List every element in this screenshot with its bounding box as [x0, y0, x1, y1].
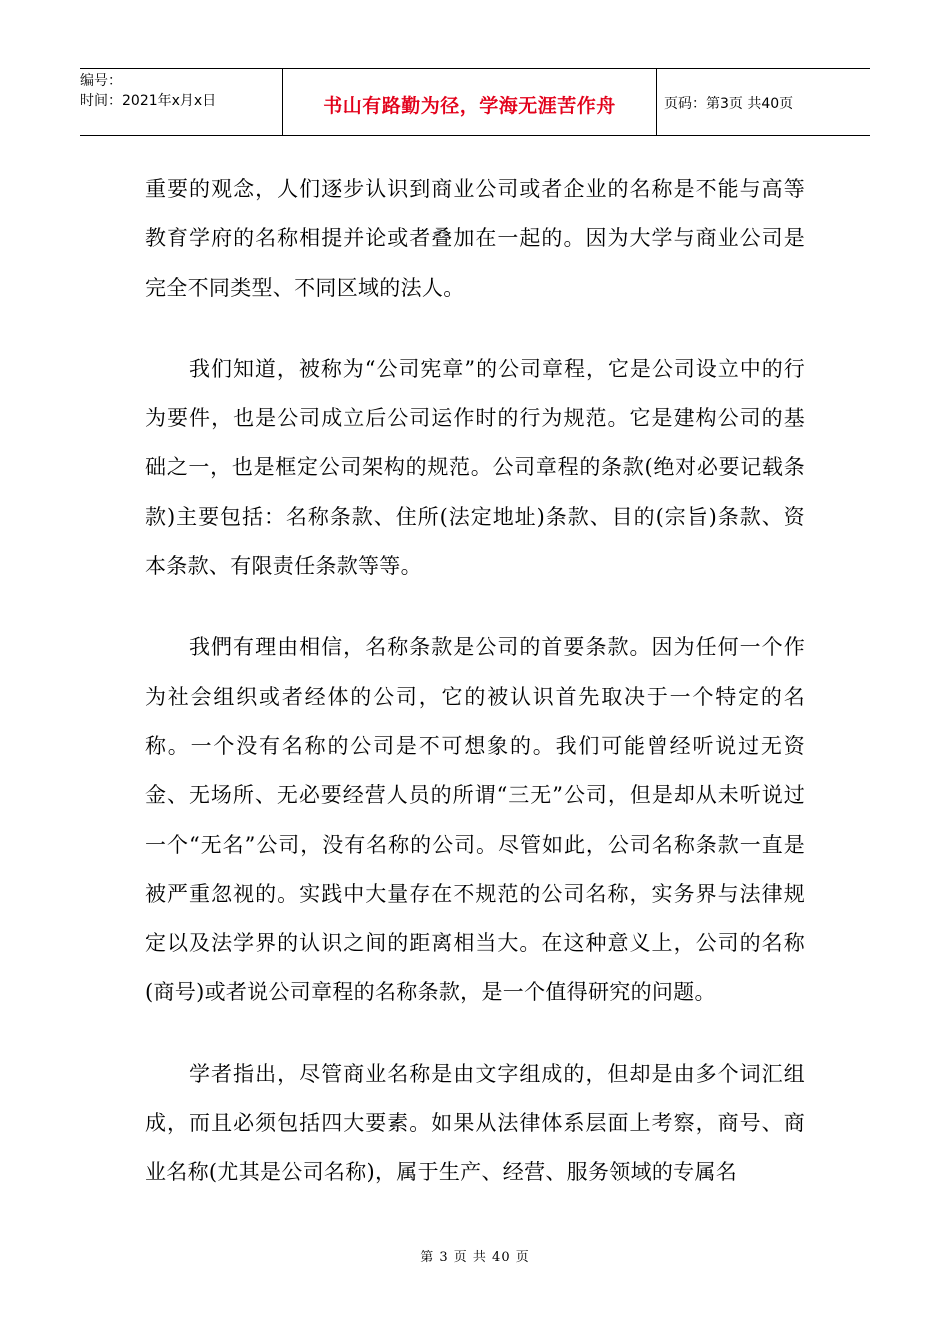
- page-footer: 第 3 页 共 40 页: [420, 1250, 530, 1265]
- body-paragraph-2: 我们知道，被称为“公司宪章”的公司章程，它是公司设立中的行为要件，也是公司成立后公司运作时的行为规范。它是建构公司的基础之一，也是框定公司架构的规范。公司章程的条款(绝对必要记载条款)主要包括：名称条款、住所(法定地址)条款、目的(宗旨)条款、资本条款、有限责任条款等等。: [145, 356, 805, 579]
- document-time-label: 时间：2021年x月x日: [80, 93, 217, 109]
- header-page-cell: [657, 69, 870, 135]
- header-motto: 书山有路勤为径，学海无涯苦作舟: [323, 95, 616, 117]
- header-page-number: 页码：第3页 共40页: [664, 96, 794, 112]
- header-motto-cell: [283, 69, 657, 135]
- body-paragraph-4: 学者指出，尽管商业名称是由文字组成的，但却是由多个词汇组成，而且必须包括四大要素。如果从法律体系层面上考察，商号、商业名称(尤其是公司名称)，属于生产、经营、服务领域的专属名: [145, 1061, 805, 1185]
- document-number-label: 编号：: [80, 73, 122, 89]
- header-meta-cell: [80, 69, 283, 135]
- document-body: [145, 165, 805, 1230]
- document-header: [80, 68, 870, 136]
- body-paragraph-1: 重要的观念，人们逐步认识到商业公司或者企业的名称是不能与高等教育学府的名称相提并论或者叠加在一起的。因为大学与商业公司是完全不同类型、不同区域的法人。: [145, 177, 805, 300]
- body-paragraph-3: 我們有理由相信，名称条款是公司的首要条款。因为任何一个作为社会组织或者经体的公司，它的被认识首先取决于一个特定的名称。一个没有名称的公司是不可想象的。我们可能曾经听说过无资金、无场所、无必要经营人员的所谓“三无”公司，但是却从未听说过一个“无名”公司，没有名称的公司。尽管如此，公司名称条款一直是被严重忽视的。实践中大量存在不规范的公司名称，实务界与法律规定以及法学界的认识之间的距离相当大。在这种意义上，公司的名称(商号)或者说公司章程的名称条款，是一个值得研究的问题。: [145, 635, 805, 1005]
